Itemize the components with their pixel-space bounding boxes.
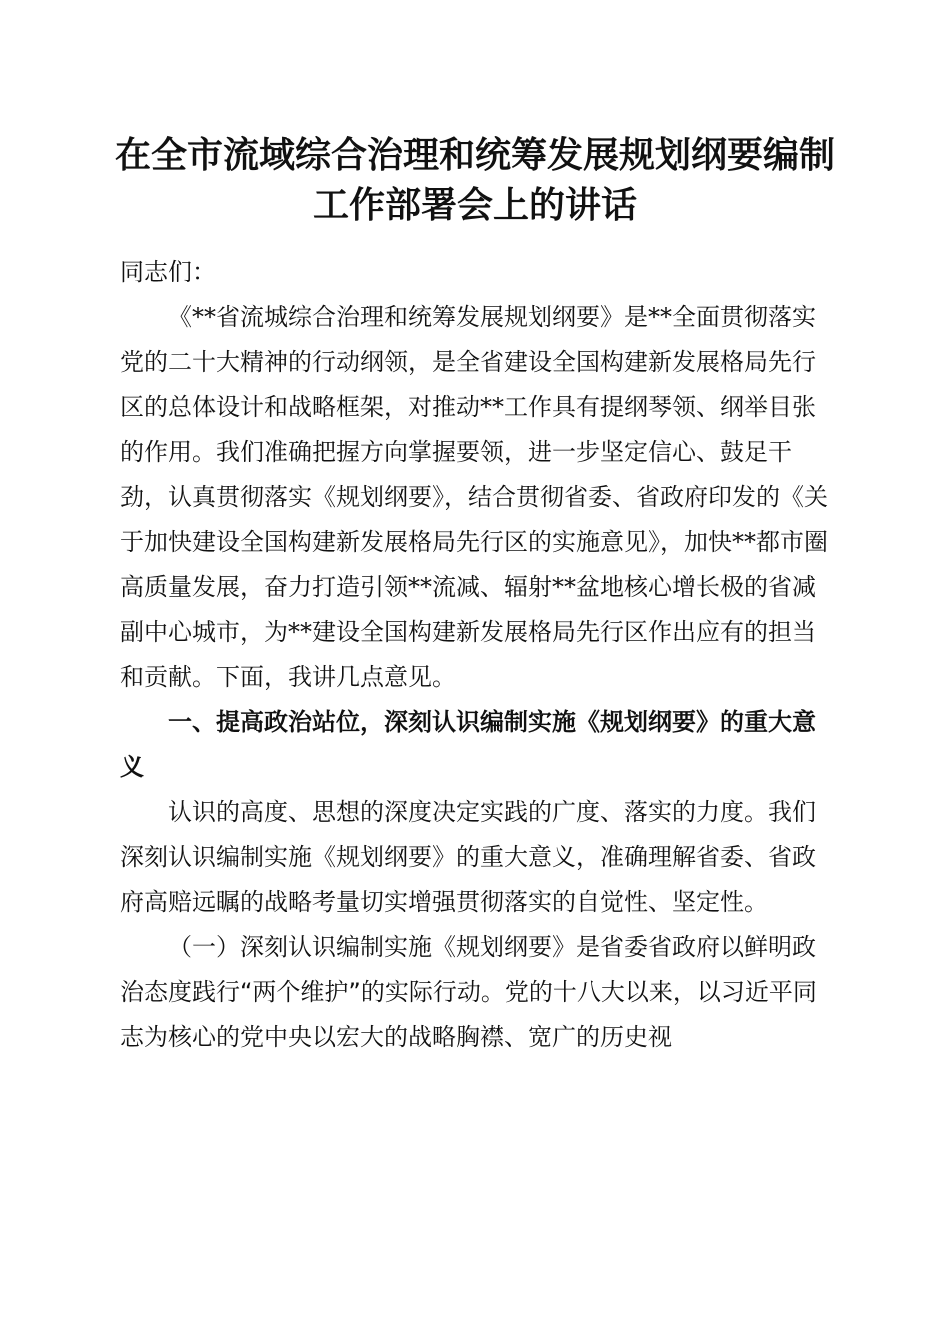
subsection-1-text: 党的十八大以来，以习近平同志为核心的党中央以宏大的战略胸襟、宽广的历史视: [120, 978, 817, 1051]
page-title: [110, 130, 840, 230]
intro-paragraph: 《**省流城综合治理和统筹发展规划纲要》是**全面贯彻落实党的二十大精神的行动纲领，是全省建设全国构建新发展格局先行区的总体设计和战略框架，对推动**工作具有提纲琴领、纲举目张的作用。我们准确把握方向掌握要领，进一步坚定信心、鼓足干劲，认真贯彻落实《规划纲要》，结合贯彻省委、省政府印发的《关于加快建设全国构建新发展格局先行区的实施意见》，加快**都市圈高质量发展，奋力打造引领**流减、辐射**盆地核心增长极的省减副中心城市，为**建设全国构建新发展格局先行区作出应有的担当和贡献。下面，我讲几点意见。: [120, 303, 828, 691]
subsection-1-paragraph: [120, 925, 830, 1060]
salutation: 同志们：: [120, 258, 216, 286]
speech-body: [120, 250, 830, 1060]
title-line-2: 工作部署会上的讲话: [312, 184, 637, 226]
subsection-1-lead: （一）深刻认识编制实施《规划纲要》是省委省政府以鲜明政治态度践行“两个维护”的实际行动。: [120, 933, 816, 1006]
section-heading-1: 一、提高政治站位，深刻认识编制实施《规划纲要》的重大意义: [120, 708, 816, 781]
section-1-paragraph: 认识的高度、思想的深度决定实践的广度、落实的力度。我们深刻认识编制实施《规划纲要》的重大意义，准确理解省委、省政府高赔远瞩的战略考量切实增强贯彻落实的自觉性、坚定性。: [120, 798, 816, 916]
title-line-1: 在全市流域综合治理和统筹发展规划纲要编制: [114, 134, 835, 176]
